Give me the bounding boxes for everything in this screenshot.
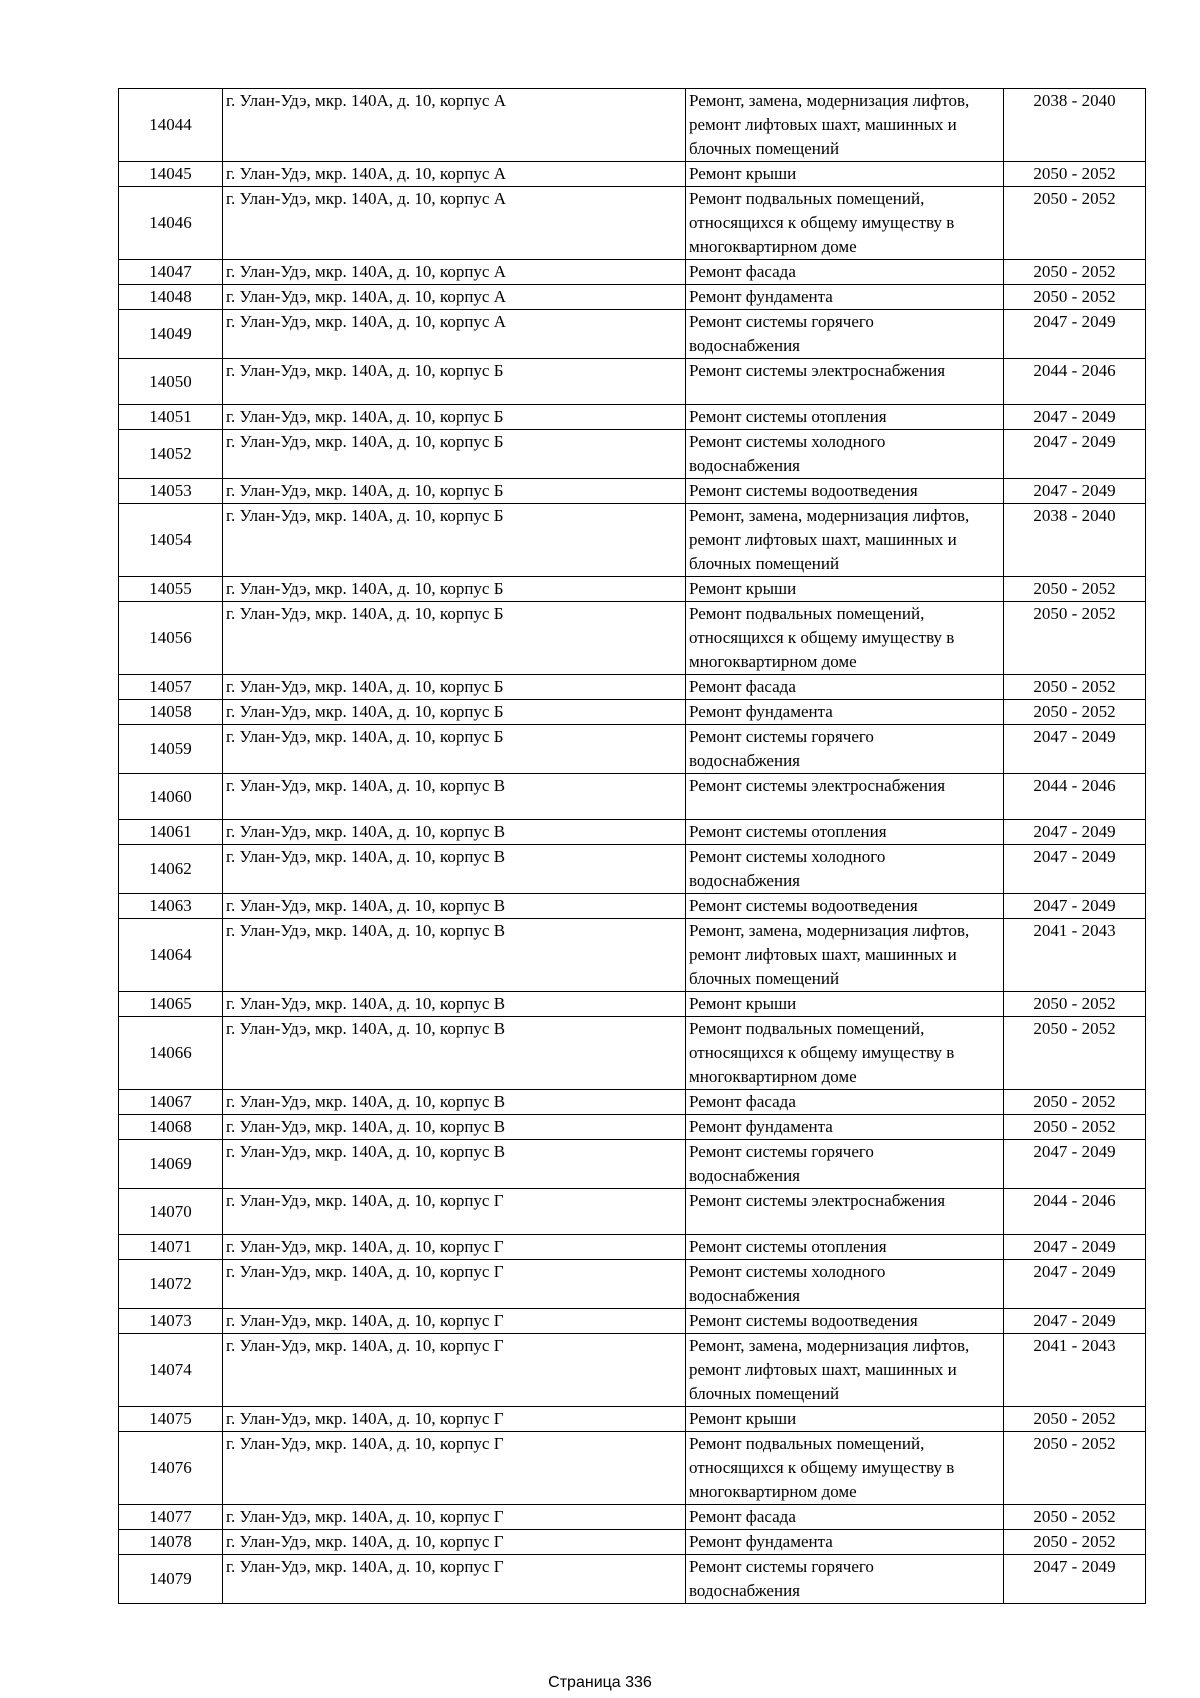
page-number: Страница 336 bbox=[548, 1674, 652, 1691]
address-cell: г. Улан-Удэ, мкр. 140А, д. 10, корпус А bbox=[223, 187, 686, 260]
table-row bbox=[119, 820, 1146, 845]
period-cell: 2047 - 2049 bbox=[1004, 845, 1146, 894]
table-row bbox=[119, 430, 1146, 479]
period-cell: 2047 - 2049 bbox=[1004, 1309, 1146, 1334]
row-number: 14075 bbox=[119, 1407, 223, 1432]
address-cell: г. Улан-Удэ, мкр. 140А, д. 10, корпус В bbox=[223, 1140, 686, 1189]
address-cell: г. Улан-Удэ, мкр. 140А, д. 10, корпус Г bbox=[223, 1235, 686, 1260]
address-cell: г. Улан-Удэ, мкр. 140А, д. 10, корпус Б bbox=[223, 700, 686, 725]
repair-schedule-table bbox=[118, 88, 1146, 1604]
work-type-cell: Ремонт подвальных помещений, относящихся к общему имуществу в многоквартирном доме bbox=[686, 1432, 1004, 1505]
table-row bbox=[119, 919, 1146, 992]
work-type-cell: Ремонт, замена, модернизация лифтов, ремонт лифтовых шахт, машинных и блочных помещений bbox=[686, 89, 1004, 162]
address-cell: г. Улан-Удэ, мкр. 140А, д. 10, корпус Б bbox=[223, 479, 686, 504]
row-number: 14068 bbox=[119, 1115, 223, 1140]
work-type-cell: Ремонт, замена, модернизация лифтов, ремонт лифтовых шахт, машинных и блочных помещений bbox=[686, 919, 1004, 992]
row-number: 14050 bbox=[119, 359, 223, 405]
table-row bbox=[119, 894, 1146, 919]
table-row bbox=[119, 405, 1146, 430]
address-cell: г. Улан-Удэ, мкр. 140А, д. 10, корпус Г bbox=[223, 1309, 686, 1334]
period-cell: 2041 - 2043 bbox=[1004, 1334, 1146, 1407]
period-cell: 2047 - 2049 bbox=[1004, 1235, 1146, 1260]
table-row bbox=[119, 1090, 1146, 1115]
address-cell: г. Улан-Удэ, мкр. 140А, д. 10, корпус Г bbox=[223, 1555, 686, 1604]
address-cell: г. Улан-Удэ, мкр. 140А, д. 10, корпус В bbox=[223, 919, 686, 992]
work-type-cell: Ремонт системы горячего водоснабжения bbox=[686, 1140, 1004, 1189]
period-cell: 2050 - 2052 bbox=[1004, 602, 1146, 675]
row-number: 14074 bbox=[119, 1334, 223, 1407]
row-number: 14072 bbox=[119, 1260, 223, 1309]
row-number: 14060 bbox=[119, 774, 223, 820]
work-type-cell: Ремонт системы водоотведения bbox=[686, 894, 1004, 919]
period-cell: 2050 - 2052 bbox=[1004, 187, 1146, 260]
period-cell: 2050 - 2052 bbox=[1004, 162, 1146, 187]
table-row bbox=[119, 1505, 1146, 1530]
table-row bbox=[119, 1334, 1146, 1407]
address-cell: г. Улан-Удэ, мкр. 140А, д. 10, корпус Г bbox=[223, 1260, 686, 1309]
row-number: 14064 bbox=[119, 919, 223, 992]
table-row bbox=[119, 725, 1146, 774]
row-number: 14055 bbox=[119, 577, 223, 602]
work-type-cell: Ремонт крыши bbox=[686, 992, 1004, 1017]
work-type-cell: Ремонт крыши bbox=[686, 577, 1004, 602]
address-cell: г. Улан-Удэ, мкр. 140А, д. 10, корпус А bbox=[223, 310, 686, 359]
table-row bbox=[119, 504, 1146, 577]
table-row bbox=[119, 479, 1146, 504]
address-cell: г. Улан-Удэ, мкр. 140А, д. 10, корпус В bbox=[223, 1017, 686, 1090]
row-number: 14046 bbox=[119, 187, 223, 260]
period-cell: 2050 - 2052 bbox=[1004, 1530, 1146, 1555]
work-type-cell: Ремонт системы отопления bbox=[686, 1235, 1004, 1260]
period-cell: 2038 - 2040 bbox=[1004, 504, 1146, 577]
address-cell: г. Улан-Удэ, мкр. 140А, д. 10, корпус Г bbox=[223, 1530, 686, 1555]
row-number: 14073 bbox=[119, 1309, 223, 1334]
period-cell: 2050 - 2052 bbox=[1004, 285, 1146, 310]
table-row bbox=[119, 1432, 1146, 1505]
work-type-cell: Ремонт системы холодного водоснабжения bbox=[686, 845, 1004, 894]
work-type-cell: Ремонт системы горячего водоснабжения bbox=[686, 310, 1004, 359]
row-number: 14071 bbox=[119, 1235, 223, 1260]
table-row bbox=[119, 162, 1146, 187]
address-cell: г. Улан-Удэ, мкр. 140А, д. 10, корпус Г bbox=[223, 1407, 686, 1432]
work-type-cell: Ремонт подвальных помещений, относящихся к общему имуществу в многоквартирном доме bbox=[686, 187, 1004, 260]
row-number: 14048 bbox=[119, 285, 223, 310]
row-number: 14078 bbox=[119, 1530, 223, 1555]
row-number: 14058 bbox=[119, 700, 223, 725]
work-type-cell: Ремонт крыши bbox=[686, 162, 1004, 187]
period-cell: 2050 - 2052 bbox=[1004, 1505, 1146, 1530]
address-cell: г. Улан-Удэ, мкр. 140А, д. 10, корпус А bbox=[223, 285, 686, 310]
period-cell: 2041 - 2043 bbox=[1004, 919, 1146, 992]
row-number: 14052 bbox=[119, 430, 223, 479]
work-type-cell: Ремонт системы холодного водоснабжения bbox=[686, 430, 1004, 479]
period-cell: 2050 - 2052 bbox=[1004, 700, 1146, 725]
period-cell: 2047 - 2049 bbox=[1004, 1140, 1146, 1189]
work-type-cell: Ремонт фундамента bbox=[686, 700, 1004, 725]
table-row bbox=[119, 1530, 1146, 1555]
address-cell: г. Улан-Удэ, мкр. 140А, д. 10, корпус Б bbox=[223, 430, 686, 479]
address-cell: г. Улан-Удэ, мкр. 140А, д. 10, корпус А bbox=[223, 162, 686, 187]
row-number: 14059 bbox=[119, 725, 223, 774]
address-cell: г. Улан-Удэ, мкр. 140А, д. 10, корпус А bbox=[223, 260, 686, 285]
work-type-cell: Ремонт крыши bbox=[686, 1407, 1004, 1432]
table-row bbox=[119, 1189, 1146, 1235]
row-number: 14063 bbox=[119, 894, 223, 919]
address-cell: г. Улан-Удэ, мкр. 140А, д. 10, корпус Б bbox=[223, 577, 686, 602]
table-row bbox=[119, 1555, 1146, 1604]
work-type-cell: Ремонт фасада bbox=[686, 260, 1004, 285]
period-cell: 2047 - 2049 bbox=[1004, 1555, 1146, 1604]
work-type-cell: Ремонт фасада bbox=[686, 675, 1004, 700]
table-row bbox=[119, 359, 1146, 405]
period-cell: 2050 - 2052 bbox=[1004, 675, 1146, 700]
address-cell: г. Улан-Удэ, мкр. 140А, д. 10, корпус Б bbox=[223, 602, 686, 675]
period-cell: 2047 - 2049 bbox=[1004, 430, 1146, 479]
address-cell: г. Улан-Удэ, мкр. 140А, д. 10, корпус В bbox=[223, 992, 686, 1017]
address-cell: г. Улан-Удэ, мкр. 140А, д. 10, корпус Г bbox=[223, 1505, 686, 1530]
period-cell: 2050 - 2052 bbox=[1004, 992, 1146, 1017]
row-number: 14066 bbox=[119, 1017, 223, 1090]
row-number: 14077 bbox=[119, 1505, 223, 1530]
row-number: 14062 bbox=[119, 845, 223, 894]
address-cell: г. Улан-Удэ, мкр. 140А, д. 10, корпус Б bbox=[223, 725, 686, 774]
address-cell: г. Улан-Удэ, мкр. 140А, д. 10, корпус В bbox=[223, 820, 686, 845]
repair-schedule-body bbox=[119, 89, 1146, 1604]
work-type-cell: Ремонт фасада bbox=[686, 1090, 1004, 1115]
address-cell: г. Улан-Удэ, мкр. 140А, д. 10, корпус В bbox=[223, 774, 686, 820]
work-type-cell: Ремонт подвальных помещений, относящихся к общему имуществу в многоквартирном доме bbox=[686, 1017, 1004, 1090]
row-number: 14054 bbox=[119, 504, 223, 577]
work-type-cell: Ремонт фундамента bbox=[686, 285, 1004, 310]
row-number: 14056 bbox=[119, 602, 223, 675]
period-cell: 2038 - 2040 bbox=[1004, 89, 1146, 162]
work-type-cell: Ремонт системы электроснабжения bbox=[686, 359, 1004, 405]
address-cell: г. Улан-Удэ, мкр. 140А, д. 10, корпус Г bbox=[223, 1334, 686, 1407]
address-cell: г. Улан-Удэ, мкр. 140А, д. 10, корпус Г bbox=[223, 1189, 686, 1235]
row-number: 14070 bbox=[119, 1189, 223, 1235]
table-row bbox=[119, 992, 1146, 1017]
work-type-cell: Ремонт, замена, модернизация лифтов, ремонт лифтовых шахт, машинных и блочных помещений bbox=[686, 504, 1004, 577]
period-cell: 2050 - 2052 bbox=[1004, 577, 1146, 602]
period-cell: 2047 - 2049 bbox=[1004, 894, 1146, 919]
address-cell: г. Улан-Удэ, мкр. 140А, д. 10, корпус В bbox=[223, 845, 686, 894]
period-cell: 2050 - 2052 bbox=[1004, 1407, 1146, 1432]
address-cell: г. Улан-Удэ, мкр. 140А, д. 10, корпус Г bbox=[223, 1432, 686, 1505]
address-cell: г. Улан-Удэ, мкр. 140А, д. 10, корпус Б bbox=[223, 405, 686, 430]
table-row bbox=[119, 845, 1146, 894]
address-cell: г. Улан-Удэ, мкр. 140А, д. 10, корпус Б bbox=[223, 359, 686, 405]
address-cell: г. Улан-Удэ, мкр. 140А, д. 10, корпус Б bbox=[223, 675, 686, 700]
work-type-cell: Ремонт системы электроснабжения bbox=[686, 1189, 1004, 1235]
period-cell: 2044 - 2046 bbox=[1004, 774, 1146, 820]
table-row bbox=[119, 577, 1146, 602]
row-number: 14065 bbox=[119, 992, 223, 1017]
address-cell: г. Улан-Удэ, мкр. 140А, д. 10, корпус В bbox=[223, 1090, 686, 1115]
table-row bbox=[119, 89, 1146, 162]
period-cell: 2050 - 2052 bbox=[1004, 1115, 1146, 1140]
table-row bbox=[119, 1017, 1146, 1090]
work-type-cell: Ремонт системы холодного водоснабжения bbox=[686, 1260, 1004, 1309]
period-cell: 2044 - 2046 bbox=[1004, 359, 1146, 405]
period-cell: 2047 - 2049 bbox=[1004, 479, 1146, 504]
work-type-cell: Ремонт системы отопления bbox=[686, 405, 1004, 430]
address-cell: г. Улан-Удэ, мкр. 140А, д. 10, корпус В bbox=[223, 894, 686, 919]
table-row bbox=[119, 774, 1146, 820]
period-cell: 2044 - 2046 bbox=[1004, 1189, 1146, 1235]
work-type-cell: Ремонт фасада bbox=[686, 1505, 1004, 1530]
address-cell: г. Улан-Удэ, мкр. 140А, д. 10, корпус А bbox=[223, 89, 686, 162]
row-number: 14044 bbox=[119, 89, 223, 162]
period-cell: 2047 - 2049 bbox=[1004, 310, 1146, 359]
table-row bbox=[119, 1309, 1146, 1334]
table-row bbox=[119, 285, 1146, 310]
address-cell: г. Улан-Удэ, мкр. 140А, д. 10, корпус В bbox=[223, 1115, 686, 1140]
row-number: 14069 bbox=[119, 1140, 223, 1189]
work-type-cell: Ремонт системы электроснабжения bbox=[686, 774, 1004, 820]
table-row bbox=[119, 1260, 1146, 1309]
table-row bbox=[119, 260, 1146, 285]
row-number: 14057 bbox=[119, 675, 223, 700]
row-number: 14045 bbox=[119, 162, 223, 187]
table-row bbox=[119, 1115, 1146, 1140]
period-cell: 2047 - 2049 bbox=[1004, 725, 1146, 774]
work-type-cell: Ремонт системы горячего водоснабжения bbox=[686, 1555, 1004, 1604]
work-type-cell: Ремонт фундамента bbox=[686, 1115, 1004, 1140]
period-cell: 2047 - 2049 bbox=[1004, 405, 1146, 430]
row-number: 14076 bbox=[119, 1432, 223, 1505]
work-type-cell: Ремонт системы водоотведения bbox=[686, 479, 1004, 504]
period-cell: 2050 - 2052 bbox=[1004, 1017, 1146, 1090]
period-cell: 2050 - 2052 bbox=[1004, 1432, 1146, 1505]
work-type-cell: Ремонт, замена, модернизация лифтов, ремонт лифтовых шахт, машинных и блочных помещений bbox=[686, 1334, 1004, 1407]
address-cell: г. Улан-Удэ, мкр. 140А, д. 10, корпус Б bbox=[223, 504, 686, 577]
table-row bbox=[119, 1140, 1146, 1189]
row-number: 14061 bbox=[119, 820, 223, 845]
table-row bbox=[119, 602, 1146, 675]
row-number: 14053 bbox=[119, 479, 223, 504]
table-row bbox=[119, 187, 1146, 260]
work-type-cell: Ремонт фундамента bbox=[686, 1530, 1004, 1555]
work-type-cell: Ремонт системы отопления bbox=[686, 820, 1004, 845]
table-row bbox=[119, 1407, 1146, 1432]
row-number: 14079 bbox=[119, 1555, 223, 1604]
table-row bbox=[119, 700, 1146, 725]
period-cell: 2047 - 2049 bbox=[1004, 820, 1146, 845]
table-row bbox=[119, 1235, 1146, 1260]
row-number: 14051 bbox=[119, 405, 223, 430]
work-type-cell: Ремонт системы горячего водоснабжения bbox=[686, 725, 1004, 774]
work-type-cell: Ремонт подвальных помещений, относящихся к общему имуществу в многоквартирном доме bbox=[686, 602, 1004, 675]
table-row bbox=[119, 675, 1146, 700]
row-number: 14049 bbox=[119, 310, 223, 359]
period-cell: 2050 - 2052 bbox=[1004, 1090, 1146, 1115]
period-cell: 2047 - 2049 bbox=[1004, 1260, 1146, 1309]
work-type-cell: Ремонт системы водоотведения bbox=[686, 1309, 1004, 1334]
period-cell: 2050 - 2052 bbox=[1004, 260, 1146, 285]
row-number: 14047 bbox=[119, 260, 223, 285]
table-row bbox=[119, 310, 1146, 359]
row-number: 14067 bbox=[119, 1090, 223, 1115]
